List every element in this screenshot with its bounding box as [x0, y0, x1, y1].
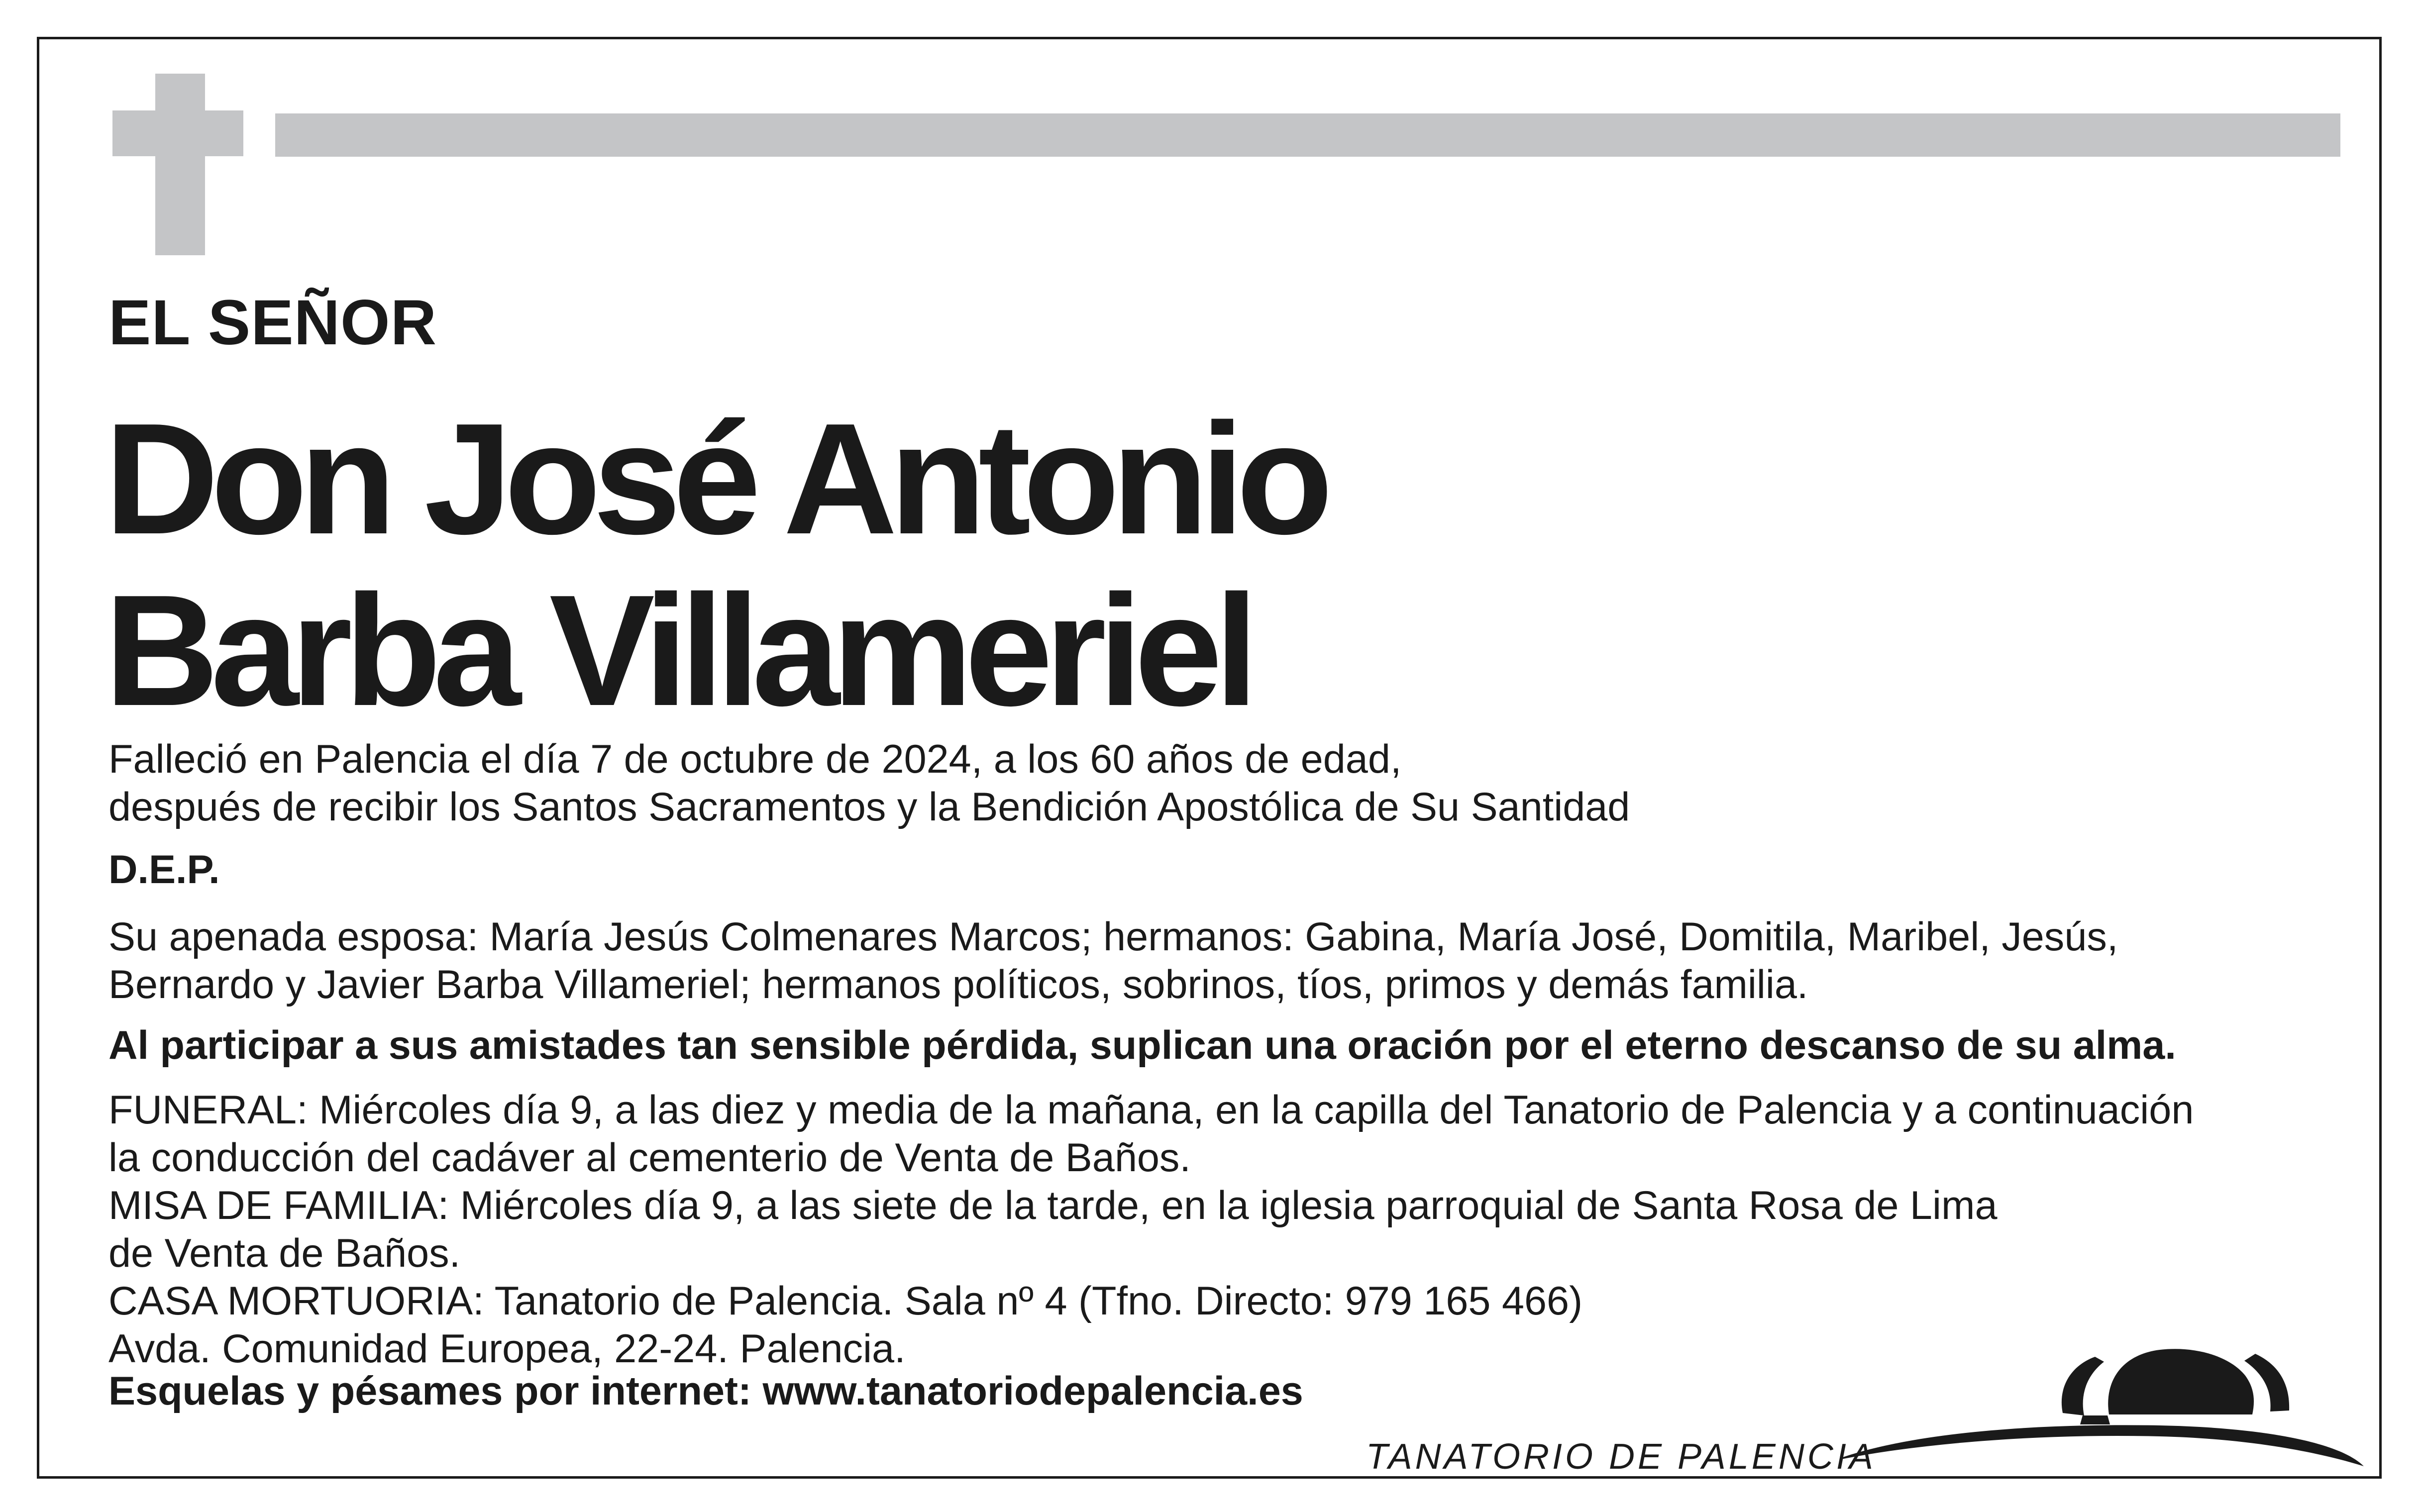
deceased-name: [105, 391, 1325, 739]
deceased-name-line2: Barba Villameriel: [105, 562, 1251, 739]
family-list-line2: Bernardo y Javier Barba Villameriel; hermanos políticos, sobrinos, tíos, primos y demás familia.: [108, 962, 1808, 1007]
web-url-link[interactable]: www.tanatoriodepalencia.es: [762, 1369, 1303, 1413]
web-line: [108, 1367, 1303, 1415]
honorific-label: EL SEÑOR: [108, 287, 437, 358]
funeral-line1: FUNERAL: Miércoles día 9, a las diez y media de la mañana, en la capilla del Tanatorio de Palencia y a continuación: [108, 1088, 2194, 1132]
death-notice: [108, 735, 1630, 831]
tanatorio-logo-text: TANATORIO DE PALENCIA: [1366, 1437, 1876, 1477]
funeral-line2: la conducción del cadáver al cementerio de Venta de Baños.: [108, 1135, 1191, 1180]
cross-icon-vertical-bar: [155, 74, 205, 255]
house-line1: CASA MORTUORIA: Tanatorio de Palencia. Sala nº 4 (Tfno. Directo: 979 165 466): [108, 1279, 1583, 1323]
header-rule: [275, 113, 2340, 157]
house-line2: Avda. Comunidad Europea, 22-24. Palencia.: [108, 1326, 906, 1371]
mass-line1: MISA DE FAMILIA: Miércoles día 9, a las siete de la tarde, en la iglesia parroquial de Santa Rosa de Lima: [108, 1183, 1998, 1228]
family-list: [108, 913, 2118, 1008]
prayer-request: Al participar a sus amistades tan sensible pérdida, suplican una oración por el eterno descanso de su alma.: [108, 1023, 2176, 1068]
death-notice-line1: Falleció en Palencia el día 7 de octubre de 2024, a los 60 años de edad,: [108, 737, 1402, 782]
cross-icon-horizontal-bar: [112, 110, 243, 156]
web-label: Esquelas y pésames por internet:: [108, 1369, 751, 1413]
family-list-line1: Su apenada esposa: María Jesús Colmenares Marcos; hermanos: Gabina, María José, Domitila, Maribel, Jesús,: [108, 914, 2118, 959]
deceased-name-line1: Don José Antonio: [105, 391, 1325, 567]
death-notice-line2: después de recibir los Santos Sacramentos y la Bendición Apostólica de Su Santidad: [108, 785, 1630, 829]
dep-label: D.E.P.: [108, 847, 220, 892]
mass-line2: de Venta de Baños.: [108, 1231, 461, 1276]
